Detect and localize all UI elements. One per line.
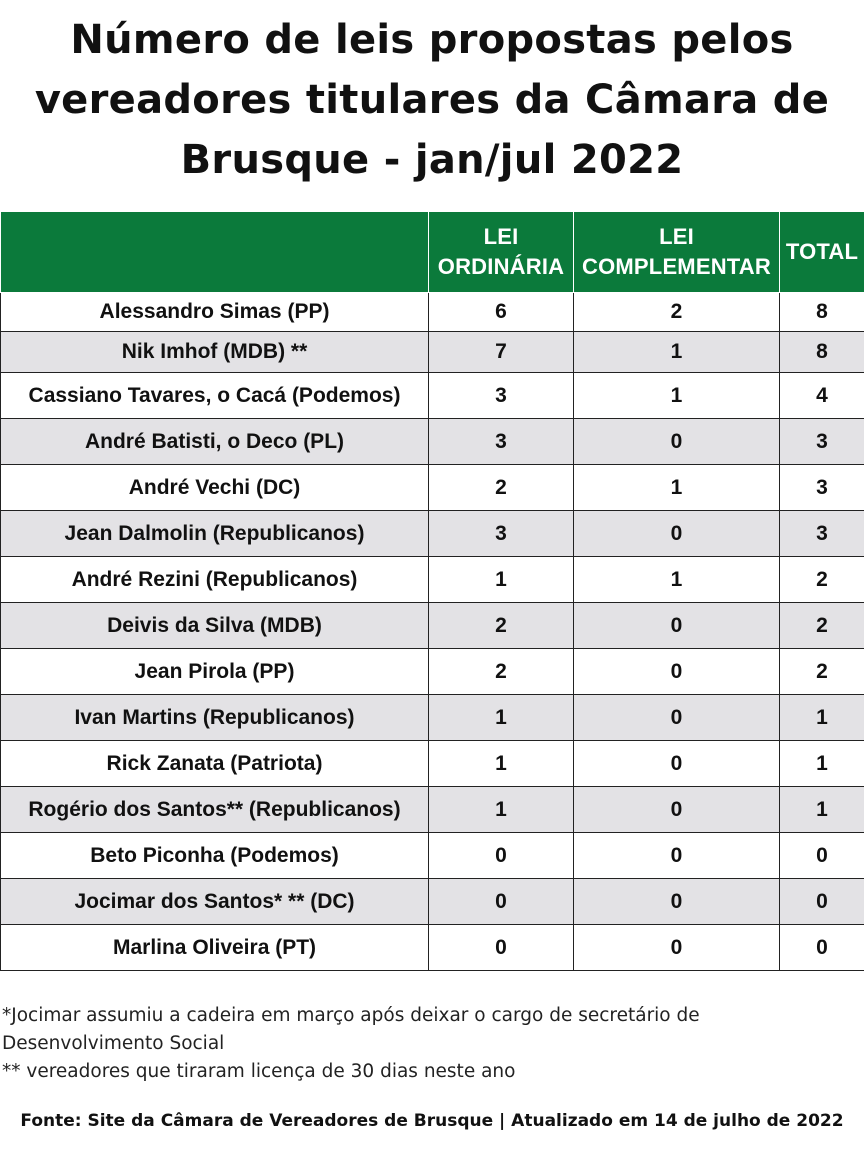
- table-row: [1, 373, 864, 419]
- cell-name: Jean Dalmolin (Republicanos): [1, 511, 429, 557]
- table-row: [1, 603, 864, 649]
- cell-name: André Batisti, o Deco (PL): [1, 419, 429, 465]
- cell-lei-complementar: 0: [574, 879, 780, 925]
- table-row: [1, 879, 864, 925]
- cell-lei-ordinaria: 6: [429, 293, 574, 332]
- cell-total: 1: [780, 787, 864, 833]
- table-header-row: [1, 212, 864, 293]
- page-title: [20, 10, 844, 190]
- cell-lei-complementar: 1: [574, 373, 780, 419]
- cell-name: Deivis da Silva (MDB): [1, 603, 429, 649]
- table-row: [1, 419, 864, 465]
- cell-name: Ivan Martins (Republicanos): [1, 695, 429, 741]
- cell-lei-complementar: 1: [574, 332, 780, 373]
- table-row: [1, 557, 864, 603]
- cell-name: Rick Zanata (Patriota): [1, 741, 429, 787]
- cell-total: 0: [780, 879, 864, 925]
- cell-total: 0: [780, 925, 864, 971]
- cell-name: Jocimar dos Santos* ** (DC): [1, 879, 429, 925]
- title-line-2: vereadores titulares da Câmara de: [20, 70, 844, 130]
- cell-total: 0: [780, 833, 864, 879]
- cell-lei-ordinaria: 3: [429, 373, 574, 419]
- cell-name: André Vechi (DC): [1, 465, 429, 511]
- cell-lei-complementar: 0: [574, 511, 780, 557]
- header-name: [1, 212, 429, 293]
- cell-lei-ordinaria: 1: [429, 787, 574, 833]
- cell-total: 3: [780, 465, 864, 511]
- cell-name: Marlina Oliveira (PT): [1, 925, 429, 971]
- table-row: [1, 293, 864, 332]
- cell-name: Nik Imhof (MDB) **: [1, 332, 429, 373]
- cell-total: 3: [780, 511, 864, 557]
- cell-lei-complementar: 1: [574, 557, 780, 603]
- cell-lei-ordinaria: 7: [429, 332, 574, 373]
- cell-lei-ordinaria: 1: [429, 557, 574, 603]
- cell-lei-ordinaria: 0: [429, 925, 574, 971]
- cell-lei-complementar: 0: [574, 603, 780, 649]
- title-line-1: Número de leis propostas pelos: [20, 10, 844, 70]
- cell-name: Cassiano Tavares, o Cacá (Podemos): [1, 373, 429, 419]
- table-row: [1, 695, 864, 741]
- cell-name: Alessandro Simas (PP): [1, 293, 429, 332]
- cell-total: 2: [780, 603, 864, 649]
- cell-total: 2: [780, 557, 864, 603]
- table-row: [1, 511, 864, 557]
- cell-lei-ordinaria: 1: [429, 741, 574, 787]
- footnote-licenca: ** vereadores que tiraram licença de 30 dias neste ano: [2, 1058, 700, 1086]
- table-row: [1, 465, 864, 511]
- header-lei-complementar: LEI COMPLEMENTAR: [574, 212, 780, 293]
- cell-lei-complementar: 0: [574, 649, 780, 695]
- table-row: [1, 649, 864, 695]
- cell-lei-ordinaria: 2: [429, 465, 574, 511]
- data-table: [0, 211, 864, 971]
- cell-lei-ordinaria: 3: [429, 511, 574, 557]
- header-total: TOTAL: [780, 212, 864, 293]
- table-row: [1, 925, 864, 971]
- table-row: [1, 833, 864, 879]
- cell-lei-complementar: 1: [574, 465, 780, 511]
- cell-lei-complementar: 0: [574, 833, 780, 879]
- cell-lei-complementar: 0: [574, 741, 780, 787]
- footnotes: [2, 1002, 700, 1086]
- table-row: [1, 787, 864, 833]
- source-credit: Fonte: Site da Câmara de Vereadores de Brusque | Atualizado em 14 de julho de 2022: [0, 1111, 864, 1131]
- footnote-jocimar-cont: Desenvolvimento Social: [2, 1030, 700, 1058]
- cell-lei-complementar: 0: [574, 925, 780, 971]
- table-row: [1, 741, 864, 787]
- cell-name: André Rezini (Republicanos): [1, 557, 429, 603]
- cell-total: 1: [780, 695, 864, 741]
- table-row: [1, 332, 864, 373]
- cell-total: 3: [780, 419, 864, 465]
- footnote-jocimar: *Jocimar assumiu a cadeira em março após deixar o cargo de secretário de: [2, 1002, 700, 1030]
- cell-total: 2: [780, 649, 864, 695]
- cell-lei-ordinaria: 2: [429, 603, 574, 649]
- cell-total: 8: [780, 293, 864, 332]
- cell-lei-ordinaria: 3: [429, 419, 574, 465]
- cell-name: Beto Piconha (Podemos): [1, 833, 429, 879]
- cell-name: Rogério dos Santos** (Republicanos): [1, 787, 429, 833]
- header-lei-ordinaria: LEI ORDINÁRIA: [429, 212, 574, 293]
- cell-total: 4: [780, 373, 864, 419]
- cell-lei-ordinaria: 1: [429, 695, 574, 741]
- cell-lei-ordinaria: 2: [429, 649, 574, 695]
- cell-lei-complementar: 0: [574, 787, 780, 833]
- cell-lei-complementar: 0: [574, 695, 780, 741]
- cell-lei-ordinaria: 0: [429, 879, 574, 925]
- cell-lei-ordinaria: 0: [429, 833, 574, 879]
- cell-lei-complementar: 2: [574, 293, 780, 332]
- title-line-3: Brusque - jan/jul 2022: [20, 130, 844, 190]
- cell-lei-complementar: 0: [574, 419, 780, 465]
- cell-total: 8: [780, 332, 864, 373]
- cell-total: 1: [780, 741, 864, 787]
- cell-name: Jean Pirola (PP): [1, 649, 429, 695]
